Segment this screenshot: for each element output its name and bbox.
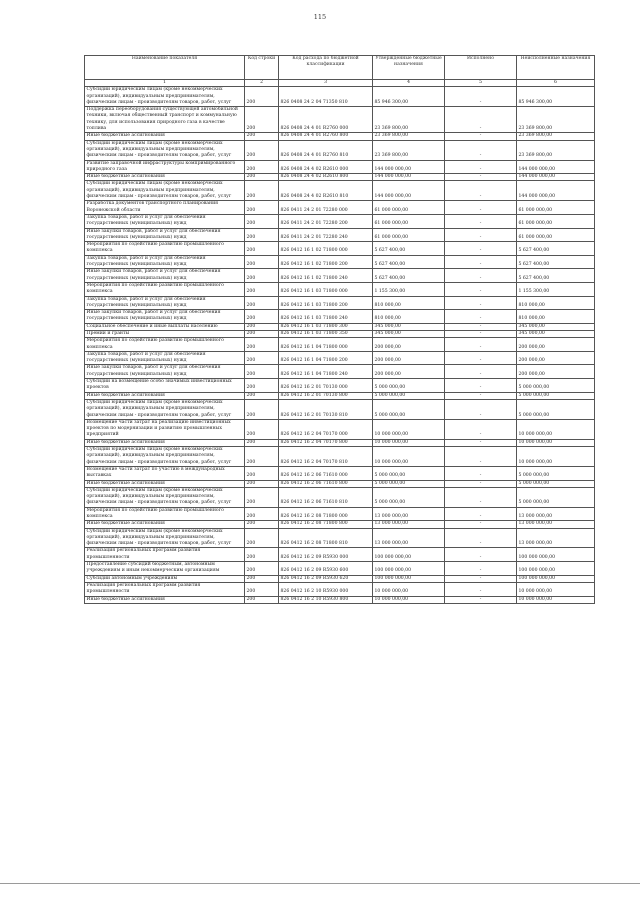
cell-executed: - (445, 242, 517, 256)
cell-budget-code: 826 0412 16 2 09 R5930 620 (279, 575, 373, 582)
cell-indicator-name: Иные бюджетные ассигнования (85, 439, 245, 446)
table-row (85, 323, 595, 330)
cell-indicator-name: Поддержка переоборудования существующей автомобильной техники, включая общественный транспорт и коммунальную технику, для использования природного газа в качестве топлива (85, 107, 245, 133)
table-row (85, 548, 595, 562)
cell-executed: - (445, 310, 517, 324)
cell-approved: 13 000 000,00 (373, 521, 445, 528)
header-approved: Утвержденные бюджетные назначения (373, 56, 445, 80)
table-row (85, 174, 595, 181)
cell-remaining: 810 000,00 (517, 310, 595, 324)
cell-approved: 5 000 000,00 (373, 399, 445, 419)
cell-approved: 5 000 000,00 (373, 392, 445, 399)
cell-indicator-name: Иные закупки товаров, работ и услуг для обеспечения государственных (муниципальных) нужд (85, 228, 245, 242)
cell-approved: 100 000 000,00 (373, 548, 445, 562)
cell-line-code: 200 (245, 323, 279, 330)
cell-budget-code: 826 0412 16 1 02 71800 240 (279, 269, 373, 283)
column-number: 6 (517, 80, 595, 87)
cell-executed: - (445, 439, 517, 446)
cell-approved: 5 627 400,00 (373, 269, 445, 283)
cell-approved: 5 000 000,00 (373, 487, 445, 507)
cell-executed: - (445, 562, 517, 576)
cell-line-code: 200 (245, 447, 279, 467)
column-number: 2 (245, 80, 279, 87)
cell-budget-code: 826 0412 16 2 04 70170 810 (279, 447, 373, 467)
cell-remaining: 61 000 000,00 (517, 201, 595, 215)
cell-remaining: 10 000 000,00 (517, 419, 595, 439)
cell-budget-code: 826 0412 16 2 10 R5930 800 (279, 596, 373, 603)
table-row (85, 466, 595, 480)
cell-remaining: 13 000 000,00 (517, 507, 595, 521)
cell-remaining: 5 000 000,00 (517, 487, 595, 507)
cell-remaining: 5 000 000,00 (517, 379, 595, 393)
cell-executed: - (445, 160, 517, 174)
cell-approved: 61 000 000,00 (373, 228, 445, 242)
cell-budget-code: 826 0412 16 1 03 71800 300 (279, 323, 373, 330)
cell-budget-code: 826 0412 16 2 01 70130 000 (279, 379, 373, 393)
table-row (85, 392, 595, 399)
cell-line-code: 200 (245, 140, 279, 160)
cell-approved: 61 000 000,00 (373, 201, 445, 215)
cell-indicator-name: Разработка документов транспортного планирования Воронежской области (85, 201, 245, 215)
table-row (85, 575, 595, 582)
cell-budget-code: 826 0412 16 2 09 R5930 000 (279, 548, 373, 562)
cell-remaining: 144 000 000,00 (517, 174, 595, 181)
cell-remaining: 144 000 000,00 (517, 160, 595, 174)
cell-approved: 1 155 300,00 (373, 282, 445, 296)
cell-budget-code: 826 0412 16 1 03 71800 350 (279, 330, 373, 337)
cell-line-code: 200 (245, 242, 279, 256)
header-budget-code: Код расхода по бюджетной классификации (279, 56, 373, 80)
cell-line-code: 200 (245, 480, 279, 487)
cell-approved: 5 000 000,00 (373, 379, 445, 393)
cell-line-code: 200 (245, 107, 279, 133)
cell-indicator-name: Закупка товаров, работ и услуг для обеспечения государственных (муниципальных) нужд (85, 296, 245, 310)
cell-budget-code: 826 0408 24 2 04 71350 810 (279, 87, 373, 107)
table-row (85, 379, 595, 393)
cell-remaining: 810 000,00 (517, 296, 595, 310)
cell-budget-code: 826 0411 24 2 01 72280 240 (279, 228, 373, 242)
cell-remaining: 23 369 800,00 (517, 133, 595, 140)
cell-line-code: 200 (245, 439, 279, 446)
cell-indicator-name: Развитие заправочной инфраструктуры компримированного природного газа (85, 160, 245, 174)
cell-executed: - (445, 419, 517, 439)
cell-budget-code: 826 0412 16 2 06 71610 810 (279, 487, 373, 507)
cell-indicator-name: Реализация региональных программ развития промышленности (85, 582, 245, 596)
cell-line-code: 200 (245, 521, 279, 528)
cell-indicator-name: Мероприятия по содействию развитию промышленного комплекса (85, 282, 245, 296)
cell-executed: - (445, 338, 517, 352)
cell-executed: - (445, 351, 517, 365)
cell-indicator-name: Иные бюджетные ассигнования (85, 133, 245, 140)
cell-approved: 200 000,00 (373, 338, 445, 352)
cell-indicator-name: Субсидии юридическим лицам (кроме некоммерческих организаций), индивидуальным предпринимателям, физическим лицам - производителям товаров, работ, услуг (85, 140, 245, 160)
cell-approved: 100 000 000,00 (373, 575, 445, 582)
cell-budget-code: 826 0412 16 1 02 71800 000 (279, 242, 373, 256)
cell-budget-code: 826 0412 16 1 04 71800 000 (279, 338, 373, 352)
cell-executed: - (445, 507, 517, 521)
cell-budget-code: 826 0412 16 1 03 71800 240 (279, 310, 373, 324)
cell-remaining: 100 000 000,00 (517, 562, 595, 576)
cell-remaining: 200 000,00 (517, 338, 595, 352)
cell-remaining: 10 000 000,00 (517, 447, 595, 467)
cell-indicator-name: Субсидии юридическим лицам (кроме некоммерческих организаций), индивидуальным предпринимателям, физическим лицам - производителям товаров, работ, услуг (85, 87, 245, 107)
cell-line-code: 200 (245, 392, 279, 399)
cell-budget-code: 826 0412 16 1 03 71800 200 (279, 296, 373, 310)
table-row (85, 181, 595, 201)
cell-approved: 23 369 800,00 (373, 133, 445, 140)
cell-indicator-name: Субсидии юридическим лицам (кроме некоммерческих организаций), индивидуальным предпринимателям, физическим лицам - производителям товаров, работ, услуг (85, 399, 245, 419)
cell-executed: - (445, 582, 517, 596)
cell-executed: - (445, 548, 517, 562)
cell-line-code: 200 (245, 310, 279, 324)
header-indicator-name: Наименование показателя (85, 56, 245, 80)
cell-line-code: 200 (245, 174, 279, 181)
cell-executed: - (445, 140, 517, 160)
table-row (85, 228, 595, 242)
table-row (85, 310, 595, 324)
cell-indicator-name: Мероприятия по содействию развитию промышленного комплекса (85, 507, 245, 521)
cell-indicator-name: Социальное обеспечение и иные выплаты населению (85, 323, 245, 330)
column-number-row (85, 80, 595, 87)
cell-executed: - (445, 399, 517, 419)
cell-executed: - (445, 521, 517, 528)
cell-approved: 10 000 000,00 (373, 419, 445, 439)
cell-indicator-name: Субсидии на возмещение особо значимых инвестиционных проектов (85, 379, 245, 393)
cell-approved: 5 627 400,00 (373, 255, 445, 269)
bottom-divider (0, 883, 640, 884)
cell-budget-code: 826 0412 16 1 04 71800 240 (279, 365, 373, 379)
cell-indicator-name: Закупка товаров, работ и услуг для обеспечения государственных (муниципальных) нужд (85, 255, 245, 269)
cell-budget-code: 826 0412 16 2 01 70130 800 (279, 392, 373, 399)
cell-remaining: 1 155 300,00 (517, 282, 595, 296)
cell-executed: - (445, 269, 517, 283)
cell-approved: 200 000,00 (373, 365, 445, 379)
cell-approved: 10 000 000,00 (373, 596, 445, 603)
cell-remaining: 144 000 000,00 (517, 181, 595, 201)
cell-line-code: 200 (245, 282, 279, 296)
cell-budget-code: 826 0412 16 2 09 R5930 600 (279, 562, 373, 576)
cell-line-code: 200 (245, 562, 279, 576)
cell-remaining: 23 369 800,00 (517, 107, 595, 133)
cell-indicator-name: Возмещение части затрат по участию в международных выставках (85, 466, 245, 480)
cell-indicator-name: Премии и гранты (85, 330, 245, 337)
cell-remaining: 5 000 000,00 (517, 392, 595, 399)
cell-executed: - (445, 201, 517, 215)
table-row (85, 487, 595, 507)
cell-indicator-name: Мероприятия по содействию развитию промышленного комплекса (85, 338, 245, 352)
table-header-row (85, 56, 595, 80)
cell-approved: 345 000,00 (373, 330, 445, 337)
table-row (85, 338, 595, 352)
cell-indicator-name: Иные бюджетные ассигнования (85, 596, 245, 603)
cell-approved: 144 000 000,00 (373, 181, 445, 201)
cell-executed: - (445, 323, 517, 330)
table-row (85, 296, 595, 310)
cell-indicator-name: Иные бюджетные ассигнования (85, 521, 245, 528)
table-row (85, 107, 595, 133)
cell-approved: 200 000,00 (373, 351, 445, 365)
cell-budget-code: 826 0412 16 2 04 70170 000 (279, 419, 373, 439)
header-remaining: Неисполненные назначения (517, 56, 595, 80)
cell-approved: 345 000,00 (373, 323, 445, 330)
cell-remaining: 10 000 000,00 (517, 596, 595, 603)
cell-remaining: 5 627 400,00 (517, 242, 595, 256)
table-row (85, 596, 595, 603)
cell-line-code: 200 (245, 228, 279, 242)
cell-approved: 10 000 000,00 (373, 439, 445, 446)
cell-approved: 5 000 000,00 (373, 480, 445, 487)
cell-approved: 100 000 000,00 (373, 562, 445, 576)
header-line-code: Код строки (245, 56, 279, 80)
cell-line-code: 200 (245, 87, 279, 107)
cell-indicator-name: Закупка товаров, работ и услуг для обеспечения государственных (муниципальных) нужд (85, 214, 245, 228)
cell-executed: - (445, 575, 517, 582)
table-row (85, 160, 595, 174)
cell-executed: - (445, 365, 517, 379)
cell-executed: - (445, 282, 517, 296)
cell-line-code: 200 (245, 269, 279, 283)
cell-remaining: 10 000 000,00 (517, 439, 595, 446)
cell-line-code: 200 (245, 365, 279, 379)
cell-remaining: 345 000,00 (517, 330, 595, 337)
cell-approved: 13 000 000,00 (373, 507, 445, 521)
cell-remaining: 200 000,00 (517, 365, 595, 379)
cell-budget-code: 826 0411 24 2 01 72280 200 (279, 214, 373, 228)
cell-indicator-name: Закупка товаров, работ и услуг для обеспечения государственных (муниципальных) нужд (85, 351, 245, 365)
cell-indicator-name: Иные бюджетные ассигнования (85, 392, 245, 399)
cell-line-code: 200 (245, 582, 279, 596)
cell-line-code: 200 (245, 596, 279, 603)
cell-line-code: 200 (245, 214, 279, 228)
page-number: 115 (313, 13, 327, 21)
cell-line-code: 200 (245, 548, 279, 562)
cell-executed: - (445, 392, 517, 399)
cell-budget-code: 826 0412 16 1 02 71800 200 (279, 255, 373, 269)
cell-executed: - (445, 466, 517, 480)
cell-approved: 23 369 800,00 (373, 140, 445, 160)
cell-approved: 144 000 000,00 (373, 174, 445, 181)
cell-remaining: 10 000 000,00 (517, 582, 595, 596)
cell-line-code: 200 (245, 181, 279, 201)
cell-indicator-name: Иные закупки товаров, работ и услуг для обеспечения государственных (муниципальных) нужд (85, 269, 245, 283)
cell-budget-code: 826 0408 24 4 02 R2610 810 (279, 181, 373, 201)
table-row (85, 365, 595, 379)
cell-executed: - (445, 228, 517, 242)
cell-indicator-name: Субсидии автономным учреждениям (85, 575, 245, 582)
table-row (85, 133, 595, 140)
cell-budget-code: 826 0412 16 2 06 71610 800 (279, 480, 373, 487)
cell-approved: 144 000 000,00 (373, 160, 445, 174)
cell-indicator-name: Мероприятия по содействию развитию промышленного комплекса (85, 242, 245, 256)
table-row (85, 480, 595, 487)
budget-execution-table (84, 55, 595, 604)
table-row (85, 214, 595, 228)
cell-remaining: 100 000 000,00 (517, 575, 595, 582)
column-number: 4 (373, 80, 445, 87)
column-number: 1 (85, 80, 245, 87)
table-row (85, 439, 595, 446)
cell-line-code: 200 (245, 528, 279, 548)
column-number: 5 (445, 80, 517, 87)
header-executed: Исполнено (445, 56, 517, 80)
cell-indicator-name: Предоставление субсидий бюджетным, автономным учреждениям и иным некоммерческим организациям (85, 562, 245, 576)
cell-executed: - (445, 528, 517, 548)
table-row (85, 419, 595, 439)
cell-budget-code: 826 0412 16 1 04 71800 200 (279, 351, 373, 365)
cell-approved: 61 000 000,00 (373, 214, 445, 228)
cell-indicator-name: Субсидии юридическим лицам (кроме некоммерческих организаций), индивидуальным предпринимателям, физическим лицам - производителям товаров, работ, услуг (85, 528, 245, 548)
cell-budget-code: 826 0412 16 2 01 70130 810 (279, 399, 373, 419)
cell-executed: - (445, 480, 517, 487)
cell-approved: 810 000,00 (373, 310, 445, 324)
cell-budget-code: 826 0408 24 4 02 R2610 800 (279, 174, 373, 181)
table-row (85, 521, 595, 528)
cell-executed: - (445, 255, 517, 269)
table-row (85, 87, 595, 107)
cell-remaining: 345 000,00 (517, 323, 595, 330)
cell-line-code: 200 (245, 160, 279, 174)
cell-indicator-name: Субсидии юридическим лицам (кроме некоммерческих организаций), индивидуальным предпринимателям, физическим лицам - производителям товаров, работ, услуг (85, 487, 245, 507)
cell-remaining: 5 000 000,00 (517, 399, 595, 419)
cell-remaining: 23 369 800,00 (517, 140, 595, 160)
cell-executed: - (445, 296, 517, 310)
cell-budget-code: 826 0412 16 2 08 71800 000 (279, 507, 373, 521)
cell-budget-code: 826 0408 24 4 01 R2760 000 (279, 107, 373, 133)
cell-remaining: 13 000 000,00 (517, 528, 595, 548)
table-row (85, 242, 595, 256)
cell-approved: 23 369 800,00 (373, 107, 445, 133)
cell-line-code: 200 (245, 255, 279, 269)
cell-approved: 85 946 300,00 (373, 87, 445, 107)
cell-indicator-name: Иные закупки товаров, работ и услуг для обеспечения государственных (муниципальных) нужд (85, 365, 245, 379)
table-row (85, 282, 595, 296)
cell-budget-code: 826 0412 16 2 10 R5930 000 (279, 582, 373, 596)
cell-line-code: 200 (245, 507, 279, 521)
cell-line-code: 200 (245, 351, 279, 365)
cell-indicator-name: Иные закупки товаров, работ и услуг для обеспечения государственных (муниципальных) нужд (85, 310, 245, 324)
cell-indicator-name: Реализация региональных программ развития промышленности (85, 548, 245, 562)
cell-executed: - (445, 214, 517, 228)
cell-budget-code: 826 0412 16 2 08 71800 810 (279, 528, 373, 548)
cell-executed: - (445, 133, 517, 140)
table-row (85, 140, 595, 160)
cell-executed: - (445, 181, 517, 201)
cell-remaining: 100 000 000,00 (517, 548, 595, 562)
cell-line-code: 200 (245, 399, 279, 419)
cell-approved: 13 000 000,00 (373, 528, 445, 548)
cell-line-code: 200 (245, 575, 279, 582)
cell-budget-code: 826 0412 16 2 04 70170 800 (279, 439, 373, 446)
cell-remaining: 61 000 000,00 (517, 228, 595, 242)
table-row (85, 269, 595, 283)
cell-indicator-name: Субсидии юридическим лицам (кроме некоммерческих организаций), индивидуальным предпринимателям, физическим лицам - производителям товаров, работ, услуг (85, 447, 245, 467)
cell-remaining: 5 627 400,00 (517, 269, 595, 283)
cell-approved: 10 000 000,00 (373, 582, 445, 596)
table-row (85, 351, 595, 365)
cell-line-code: 200 (245, 296, 279, 310)
cell-approved: 10 000 000,00 (373, 447, 445, 467)
cell-indicator-name: Иные бюджетные ассигнования (85, 480, 245, 487)
cell-executed: - (445, 487, 517, 507)
table-row (85, 507, 595, 521)
cell-remaining: 5 000 000,00 (517, 466, 595, 480)
table-row (85, 201, 595, 215)
cell-line-code: 200 (245, 419, 279, 439)
cell-executed: - (445, 107, 517, 133)
table-row (85, 562, 595, 576)
cell-executed: - (445, 596, 517, 603)
cell-line-code: 200 (245, 338, 279, 352)
cell-remaining: 61 000 000,00 (517, 214, 595, 228)
column-number: 3 (279, 80, 373, 87)
cell-budget-code: 826 0408 24 4 01 R2760 800 (279, 133, 373, 140)
cell-executed: - (445, 330, 517, 337)
cell-executed: - (445, 379, 517, 393)
cell-budget-code: 826 0412 16 2 08 71800 800 (279, 521, 373, 528)
table-row (85, 447, 595, 467)
cell-line-code: 200 (245, 133, 279, 140)
cell-budget-code: 826 0411 24 2 01 72280 000 (279, 201, 373, 215)
cell-approved: 810 000,00 (373, 296, 445, 310)
cell-remaining: 85 946 300,00 (517, 87, 595, 107)
cell-remaining: 13 000 000,00 (517, 521, 595, 528)
cell-executed: - (445, 87, 517, 107)
cell-line-code: 200 (245, 330, 279, 337)
cell-indicator-name: Возмещение части затрат на реализацию инвестиционных проектов по модернизации и развитию промышленных предприятий (85, 419, 245, 439)
table-row (85, 255, 595, 269)
cell-remaining: 5 627 400,00 (517, 255, 595, 269)
cell-executed: - (445, 447, 517, 467)
cell-line-code: 200 (245, 487, 279, 507)
cell-line-code: 200 (245, 201, 279, 215)
table-row (85, 528, 595, 548)
cell-budget-code: 826 0408 24 4 02 R2610 000 (279, 160, 373, 174)
cell-line-code: 200 (245, 466, 279, 480)
cell-line-code: 200 (245, 379, 279, 393)
cell-approved: 5 627 400,00 (373, 242, 445, 256)
cell-budget-code: 826 0412 16 1 03 71800 000 (279, 282, 373, 296)
cell-indicator-name: Иные бюджетные ассигнования (85, 174, 245, 181)
cell-executed: - (445, 174, 517, 181)
cell-budget-code: 826 0408 24 4 01 R2760 810 (279, 140, 373, 160)
cell-budget-code: 826 0412 16 2 06 71610 000 (279, 466, 373, 480)
table-row (85, 399, 595, 419)
cell-remaining: 5 000 000,00 (517, 480, 595, 487)
table-row (85, 582, 595, 596)
cell-indicator-name: Субсидии юридическим лицам (кроме некоммерческих организаций), индивидуальным предпринимателям, физическим лицам - производителям товаров, работ, услуг (85, 181, 245, 201)
cell-remaining: 200 000,00 (517, 351, 595, 365)
table-row (85, 330, 595, 337)
cell-approved: 5 000 000,00 (373, 466, 445, 480)
